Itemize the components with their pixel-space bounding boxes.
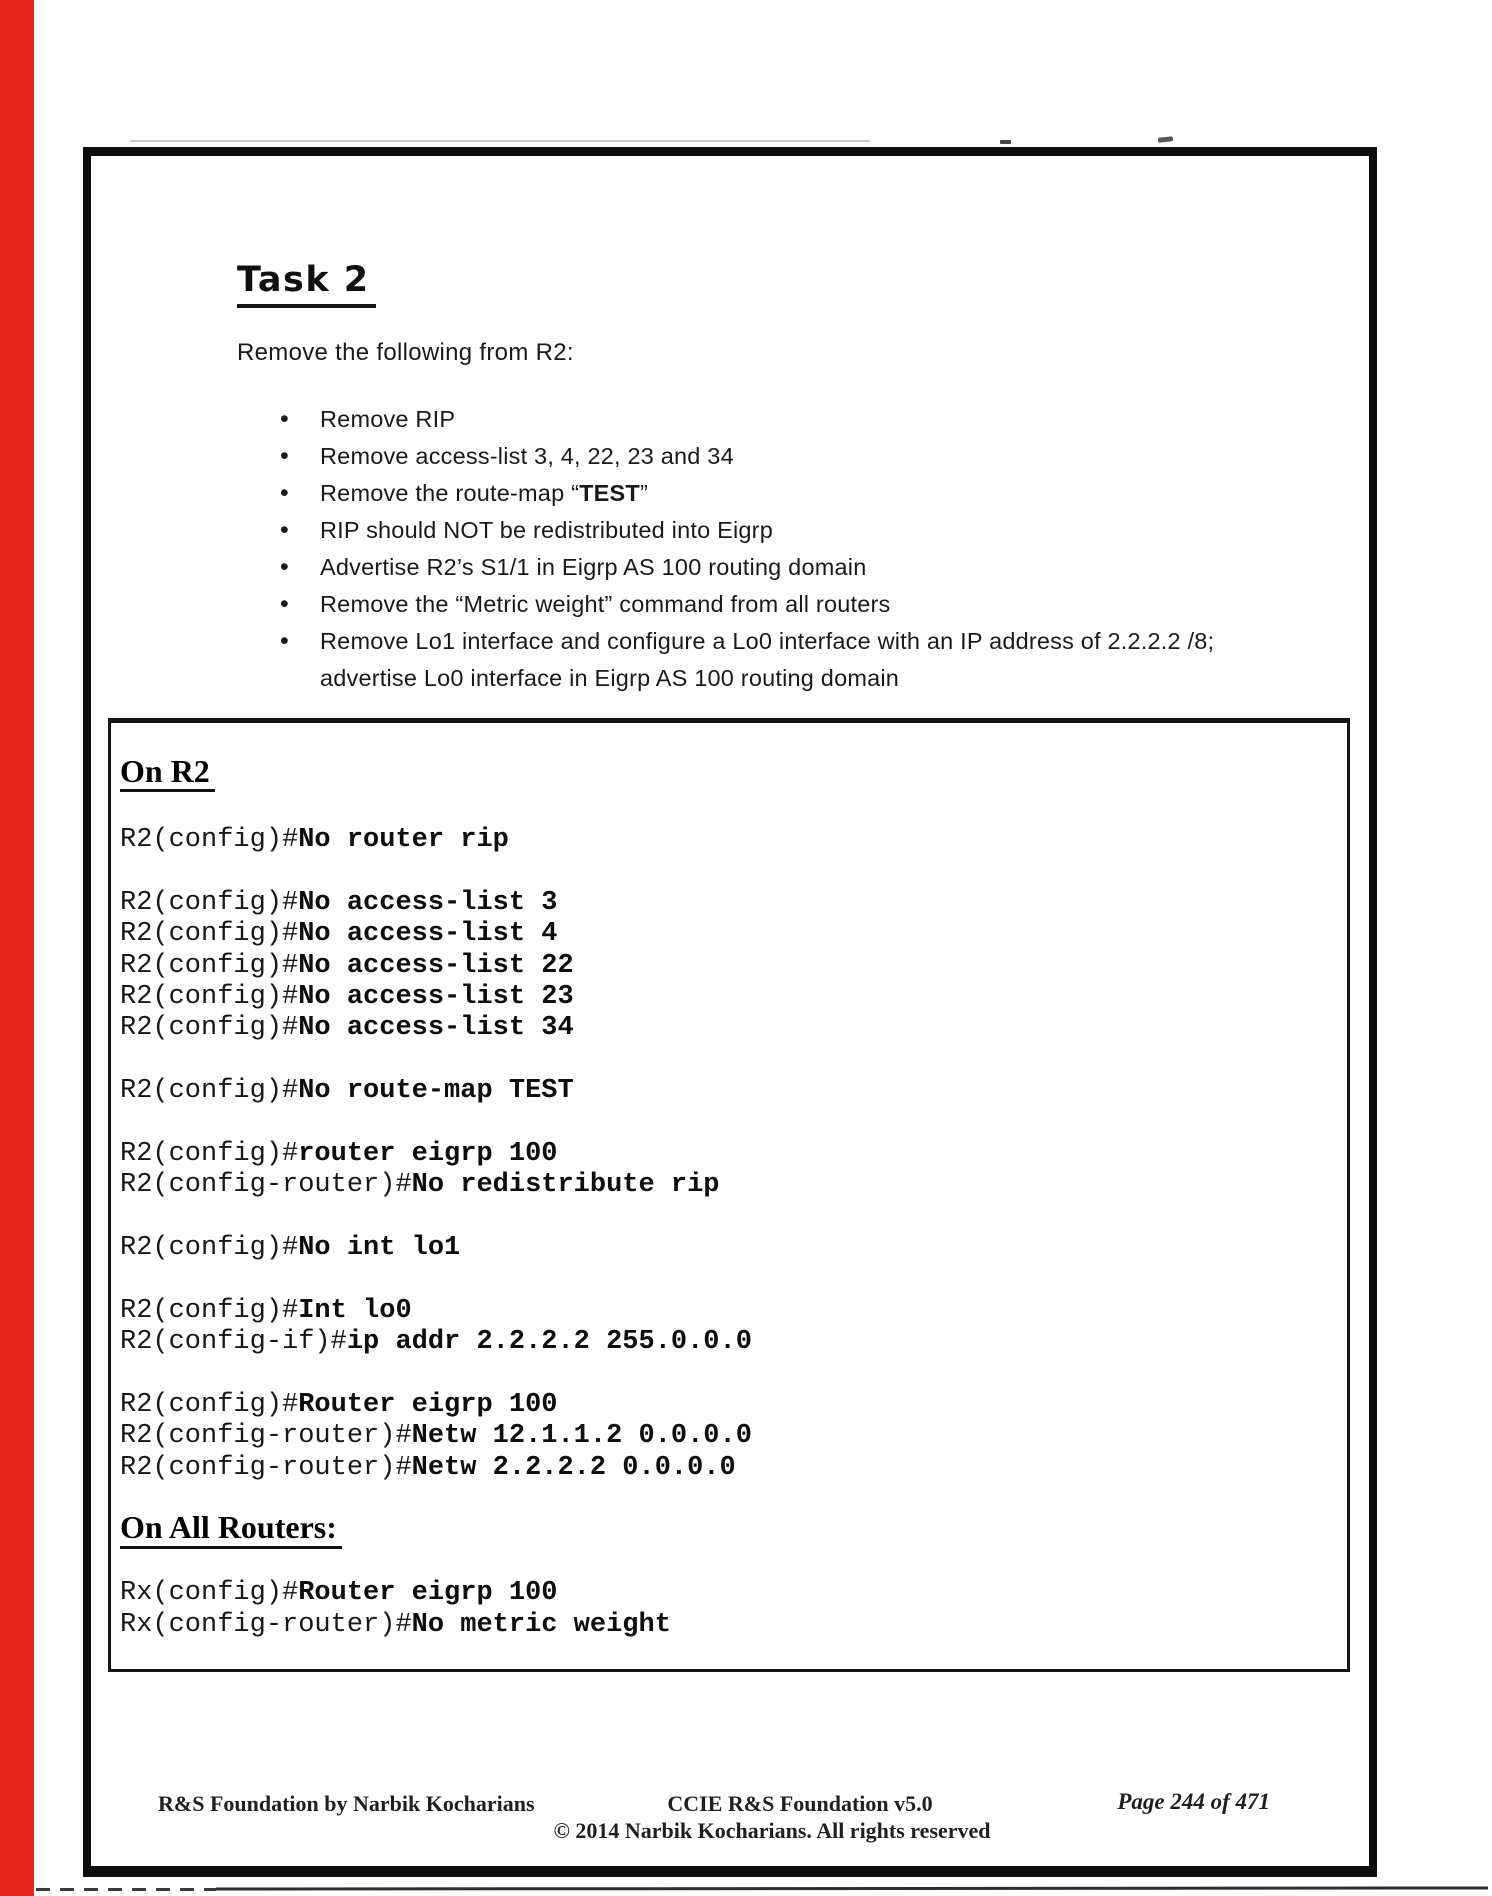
bullet-glyph: • — [280, 553, 289, 581]
bullet-glyph: • — [280, 479, 289, 507]
cli-command: No router rip — [298, 825, 509, 855]
scan-artifact-top-shadow — [130, 140, 870, 142]
config-output-box — [108, 718, 1350, 1672]
cli-prompt: R2(config)# — [120, 1013, 299, 1044]
config-line — [120, 1421, 1347, 1452]
blank-line — [120, 1202, 1347, 1233]
cli-command: No redistribute rip — [411, 1170, 720, 1201]
bullet-text: Remove RIP — [320, 406, 456, 432]
config-line — [120, 1327, 1347, 1358]
cli-command: No access-list 23 — [298, 981, 574, 1012]
cli-prompt: R2(config)# — [120, 1076, 299, 1107]
cli-command: Netw 2.2.2.2 0.0.0.0 — [411, 1452, 736, 1483]
scan-artifact-bottom-line — [216, 1886, 1488, 1890]
scan-artifact-dash — [1000, 140, 1011, 144]
cli-command: No route-map TEST — [298, 1076, 574, 1107]
cli-command: Netw 12.1.1.2 0.0.0.0 — [411, 1421, 752, 1452]
bullet-text: RIP should NOT be redistributed into Eigrp — [320, 517, 773, 543]
config-line — [120, 1453, 1347, 1484]
cli-prompt: R2(config-router)# — [120, 1452, 412, 1483]
bullet-item — [272, 512, 1272, 549]
config-line — [120, 1578, 1347, 1609]
config-line — [120, 1013, 1347, 1044]
task-heading — [237, 260, 376, 308]
bullet-text: Remove Lo1 interface and configure a Lo0 interface with an IP address of 2.2.2.2 /8; — [320, 628, 1215, 654]
config-line — [120, 1610, 1347, 1641]
blank-line — [120, 1547, 1347, 1578]
footer-title: CCIE R&S Foundation v5.0 — [667, 1791, 933, 1816]
bullet-text: Remove the “Metric weight” command from all routers — [320, 591, 891, 617]
blank-line — [120, 1359, 1347, 1390]
cli-prompt: Rx(config-router)# — [120, 1609, 412, 1640]
cli-prompt: R2(config)# — [120, 1138, 299, 1169]
bullet-text: Remove access-list 3, 4, 22, 23 and 34 — [320, 443, 734, 469]
bullet-text: TEST — [579, 480, 640, 506]
cli-command: Int lo0 — [298, 1295, 412, 1326]
cli-command: Router eigrp 100 — [298, 1578, 558, 1609]
bullet-item — [272, 549, 1272, 586]
footer-author: R&S Foundation by Narbik Kocharians — [158, 1791, 535, 1816]
config-line — [120, 951, 1347, 982]
task-heading-text: Task 2 — [237, 260, 376, 308]
cli-command: No access-list 22 — [298, 950, 574, 981]
cli-command: No access-list 34 — [298, 1013, 574, 1044]
config-line — [120, 888, 1347, 919]
blank-line — [120, 1108, 1347, 1139]
cli-prompt: R2(config)# — [120, 1295, 299, 1326]
bullet-item — [272, 438, 1272, 475]
cli-command: No access-list 4 — [298, 919, 558, 950]
cli-prompt: R2(config-if)# — [120, 1327, 347, 1358]
config-line — [120, 919, 1347, 950]
section-heading-text: On All Routers: — [120, 1510, 342, 1549]
cli-prompt: Rx(config)# — [120, 1578, 299, 1609]
bullet-list — [272, 401, 1272, 697]
cli-prompt: R2(config-router)# — [120, 1170, 412, 1201]
bullet-item — [272, 475, 1272, 512]
config-line — [120, 1170, 1347, 1201]
section-heading-text: On R2 — [120, 755, 215, 792]
bullet-text: Advertise R2’s S1/1 in Eigrp AS 100 routing domain — [320, 554, 867, 580]
footer-copyright: © 2014 Narbik Kocharians. All rights reserved — [553, 1818, 991, 1843]
cli-command: No int lo1 — [298, 1233, 461, 1264]
section-heading-on-r2 — [120, 755, 1347, 787]
cli-command: No metric weight — [411, 1609, 671, 1640]
bullet-glyph: • — [280, 442, 289, 470]
cli-prompt: R2(config)# — [120, 1233, 299, 1264]
cli-prompt: R2(config)# — [120, 981, 299, 1012]
bullet-glyph: • — [280, 516, 289, 544]
cli-prompt: R2(config)# — [120, 919, 299, 950]
bullet-glyph: • — [280, 590, 289, 618]
cli-command: router eigrp 100 — [298, 1138, 558, 1169]
scan-artifact-bottom-dashes — [36, 1888, 216, 1891]
bullet-text: ” — [639, 480, 648, 506]
config-line — [120, 1296, 1347, 1327]
blank-line — [120, 856, 1347, 887]
cli-command: Router eigrp 100 — [298, 1390, 558, 1421]
config-line — [120, 1233, 1347, 1264]
scanner-edge-red-strip — [0, 0, 34, 1896]
config-lines — [120, 825, 1347, 1641]
blank-line — [120, 1045, 1347, 1076]
bullet-item — [272, 401, 1272, 438]
bullet-item — [272, 623, 1272, 697]
cli-prompt: R2(config)# — [120, 1390, 299, 1421]
cli-command: ip addr 2.2.2.2 255.0.0.0 — [346, 1327, 752, 1358]
config-line — [120, 825, 1347, 856]
bullet-text-continuation: advertise Lo0 interface in Eigrp AS 100 routing domain — [320, 665, 900, 691]
bullet-text: Remove the route-map “ — [320, 480, 580, 506]
footer-page-number: Page 244 of 471 — [1117, 1789, 1270, 1814]
config-line — [120, 982, 1347, 1013]
bullet-glyph: • — [280, 627, 289, 655]
cli-prompt: R2(config-router)# — [120, 1421, 412, 1452]
bullet-item — [272, 586, 1272, 623]
blank-line — [120, 1264, 1347, 1295]
config-line — [120, 1390, 1347, 1421]
cli-prompt: R2(config)# — [120, 950, 299, 981]
config-line — [120, 1139, 1347, 1170]
cli-prompt: R2(config)# — [120, 825, 299, 855]
bullet-glyph: • — [280, 405, 289, 433]
cli-prompt: R2(config)# — [120, 887, 299, 918]
cli-command: No access-list 3 — [298, 887, 558, 918]
task-intro-text: Remove the following from R2: — [237, 339, 574, 366]
config-line — [120, 1076, 1347, 1107]
section-heading-on-all-routers — [120, 1508, 1347, 1547]
scan-artifact-dash — [1158, 136, 1173, 143]
